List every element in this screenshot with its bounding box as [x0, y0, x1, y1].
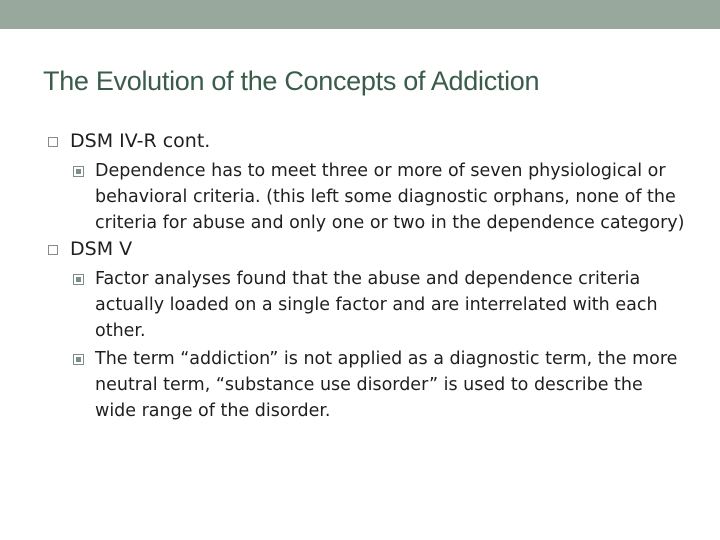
slide-title: The Evolution of the Concepts of Addiction — [43, 66, 540, 96]
filled-square-bullet-icon — [73, 274, 84, 285]
bullet-heading: DSM IV-R cont. — [70, 130, 211, 152]
sub-bullet-factor-analyses — [73, 266, 688, 344]
filled-square-bullet-icon — [73, 354, 84, 365]
bullet-heading: DSM V — [70, 238, 133, 260]
filled-square-bullet-icon — [73, 166, 84, 177]
top-accent-bar — [0, 0, 720, 29]
bullet-dsm-iv-r — [48, 128, 688, 154]
sub-bullet-dependence — [73, 158, 688, 236]
square-bullet-icon — [48, 137, 58, 147]
bullet-dsm-v — [48, 236, 688, 262]
slide-content — [48, 128, 688, 424]
square-bullet-icon — [48, 245, 58, 255]
sub-bullet-text: The term “addiction” is not applied as a diagnostic term, the more neutral term, “substance use disorder” is used to describe the wide range of the disorder. — [95, 349, 678, 421]
sub-bullet-text: Factor analyses found that the abuse and dependence criteria actually loaded on a single factor and are interrelated with each other. — [95, 269, 658, 341]
sub-bullet-text: Dependence has to meet three or more of seven physiological or behavioral criteria. (this left some diagnostic orphans, none of the criteria for abuse and only one or two in the dependence category) — [95, 161, 685, 233]
sub-bullet-addiction-term — [73, 346, 688, 424]
